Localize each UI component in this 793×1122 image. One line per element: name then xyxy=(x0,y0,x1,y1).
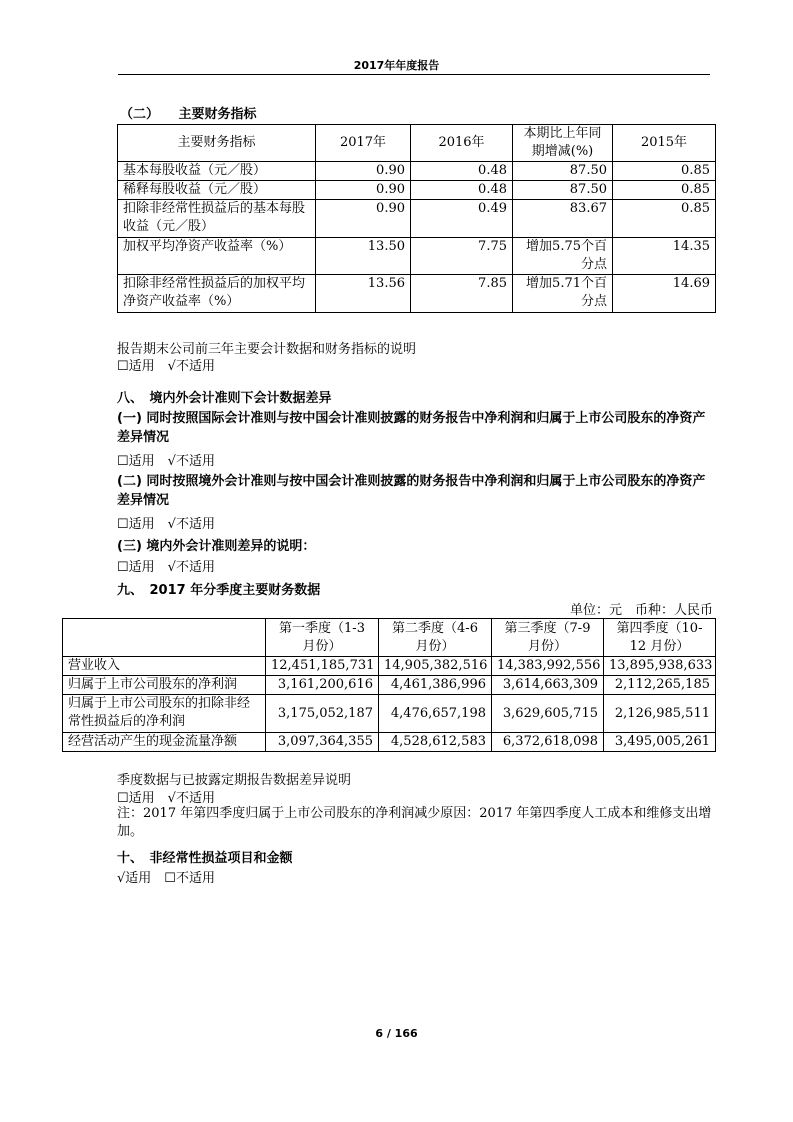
column-header: 2015年 xyxy=(613,125,716,162)
row-label: 营业收入 xyxy=(63,657,266,676)
cell-value: 14,905,382,516 xyxy=(379,657,492,676)
cell-value: 3,629,605,715 xyxy=(492,695,604,733)
note-quarterly-diff: 季度数据与已披露定期报告数据差异说明 xyxy=(117,773,352,788)
row-label: 扣除非经常性损益后的加权平均净资产收益率（%） xyxy=(118,275,316,313)
cell-value: 4,528,612,583 xyxy=(379,733,492,752)
section-title-main-indicators: （二） 主要财务指标 xyxy=(120,107,257,122)
row-label: 归属于上市公司股东的净利润 xyxy=(63,676,266,695)
row-label: 扣除非经常性损益后的基本每股收益（元／股） xyxy=(118,200,316,238)
unit-currency-label: 单位：元 币种：人民币 xyxy=(569,603,713,618)
table-row xyxy=(63,676,716,695)
section-title-8: 八、 境内外会计准则下会计数据差异 xyxy=(117,391,332,406)
cell-value: 0.90 xyxy=(316,200,411,238)
row-label: 稀释每股收益（元／股） xyxy=(118,181,316,200)
applicability-checkbox: ☐适用 √不适用 xyxy=(117,560,215,575)
applicability-checkbox: √适用 ☐不适用 xyxy=(117,871,215,886)
column-header: 第三季度（7-9 月份） xyxy=(492,619,604,657)
cell-value: 13,895,938,633 xyxy=(604,657,716,676)
column-header xyxy=(63,619,266,657)
cell-value: 83.67 xyxy=(513,200,613,238)
cell-value: 6,372,618,098 xyxy=(492,733,604,752)
table-row xyxy=(118,238,716,275)
cell-value: 0.85 xyxy=(613,162,716,181)
cell-value: 增加5.71个百分点 xyxy=(513,275,613,313)
row-label: 基本每股收益（元／股） xyxy=(118,162,316,181)
table-row xyxy=(63,695,716,733)
section-title-9: 九、 2017 年分季度主要财务数据 xyxy=(117,583,321,598)
column-header: 主要财务指标 xyxy=(118,125,316,162)
cell-value: 0.49 xyxy=(411,200,513,238)
cell-value: 87.50 xyxy=(513,162,613,181)
cell-value: 13.56 xyxy=(316,275,411,313)
subsection-8-1: (一) 同时按照国际会计准则与按中国会计准则披露的财务报告中净利润和归属于上市公司股东的净资产差异情况 xyxy=(117,411,706,445)
cell-value: 12,451,185,731 xyxy=(266,657,379,676)
table-row xyxy=(118,181,716,200)
header-divider xyxy=(118,74,710,75)
column-header: 第一季度（1-3 月份） xyxy=(266,619,379,657)
applicability-checkbox: ☐适用 √不适用 xyxy=(117,454,215,469)
cell-value: 2,126,985,511 xyxy=(604,695,716,733)
applicability-checkbox: ☐适用 √不适用 xyxy=(117,359,215,374)
row-label: 加权平均净资产收益率（%） xyxy=(118,238,316,275)
cell-value: 0.85 xyxy=(613,200,716,238)
applicability-checkbox: ☐适用 √不适用 xyxy=(117,791,215,806)
table-row xyxy=(118,275,716,313)
cell-value: 0.48 xyxy=(411,181,513,200)
cell-value: 2,112,265,185 xyxy=(604,676,716,695)
column-header: 本期比上年同期增减(%) xyxy=(513,125,613,162)
cell-value: 3,614,663,309 xyxy=(492,676,604,695)
applicability-checkbox: ☐适用 √不适用 xyxy=(117,517,215,532)
cell-value: 3,175,052,187 xyxy=(266,695,379,733)
cell-value: 4,461,386,996 xyxy=(379,676,492,695)
cell-value: 14.69 xyxy=(613,275,716,313)
cell-value: 13.50 xyxy=(316,238,411,275)
subsection-8-2: (二) 同时按照境外会计准则与按中国会计准则披露的财务报告中净利润和归属于上市公司股东的净资产差异情况 xyxy=(117,474,706,508)
cell-value: 3,097,364,355 xyxy=(266,733,379,752)
cell-value: 7.75 xyxy=(411,238,513,275)
financial-indicators-table xyxy=(117,124,716,313)
column-header: 2016年 xyxy=(411,125,513,162)
subsection-8-3: (三) 境内外会计准则差异的说明： xyxy=(117,539,316,554)
cell-value: 0.90 xyxy=(316,181,411,200)
note-three-year-data: 报告期末公司前三年主要会计数据和财务指标的说明 xyxy=(117,342,417,357)
section-title-10: 十、 非经常性损益项目和金额 xyxy=(117,851,293,866)
quarterly-data-table xyxy=(62,618,716,752)
cell-value: 0.85 xyxy=(613,181,716,200)
table-row xyxy=(63,733,716,752)
table-header-row xyxy=(63,619,716,657)
table-header-row xyxy=(118,125,716,162)
table-row xyxy=(118,200,716,238)
cell-value: 4,476,657,198 xyxy=(379,695,492,733)
column-header: 2017年 xyxy=(316,125,411,162)
cell-value: 14,383,992,556 xyxy=(492,657,604,676)
column-header: 第四季度（10-12 月份） xyxy=(604,619,716,657)
cell-value: 增加5.75个百分点 xyxy=(513,238,613,275)
table-row xyxy=(63,657,716,676)
running-header: 2017年年度报告 xyxy=(353,59,440,72)
page-number: 6 / 166 xyxy=(375,1027,418,1040)
cell-value: 14.35 xyxy=(613,238,716,275)
cell-value: 87.50 xyxy=(513,181,613,200)
table-row xyxy=(118,162,716,181)
column-header: 第二季度（4-6 月份） xyxy=(379,619,492,657)
note-q4-decrease: 注：2017 年第四季度归属于上市公司股东的净利润减少原因：2017 年第四季度人工成本和维修支出增加。 xyxy=(117,806,712,839)
cell-value: 7.85 xyxy=(411,275,513,313)
row-label: 归属于上市公司股东的扣除非经常性损益后的净利润 xyxy=(63,695,266,733)
cell-value: 3,161,200,616 xyxy=(266,676,379,695)
row-label: 经营活动产生的现金流量净额 xyxy=(63,733,266,752)
cell-value: 0.90 xyxy=(316,162,411,181)
cell-value: 3,495,005,261 xyxy=(604,733,716,752)
cell-value: 0.48 xyxy=(411,162,513,181)
